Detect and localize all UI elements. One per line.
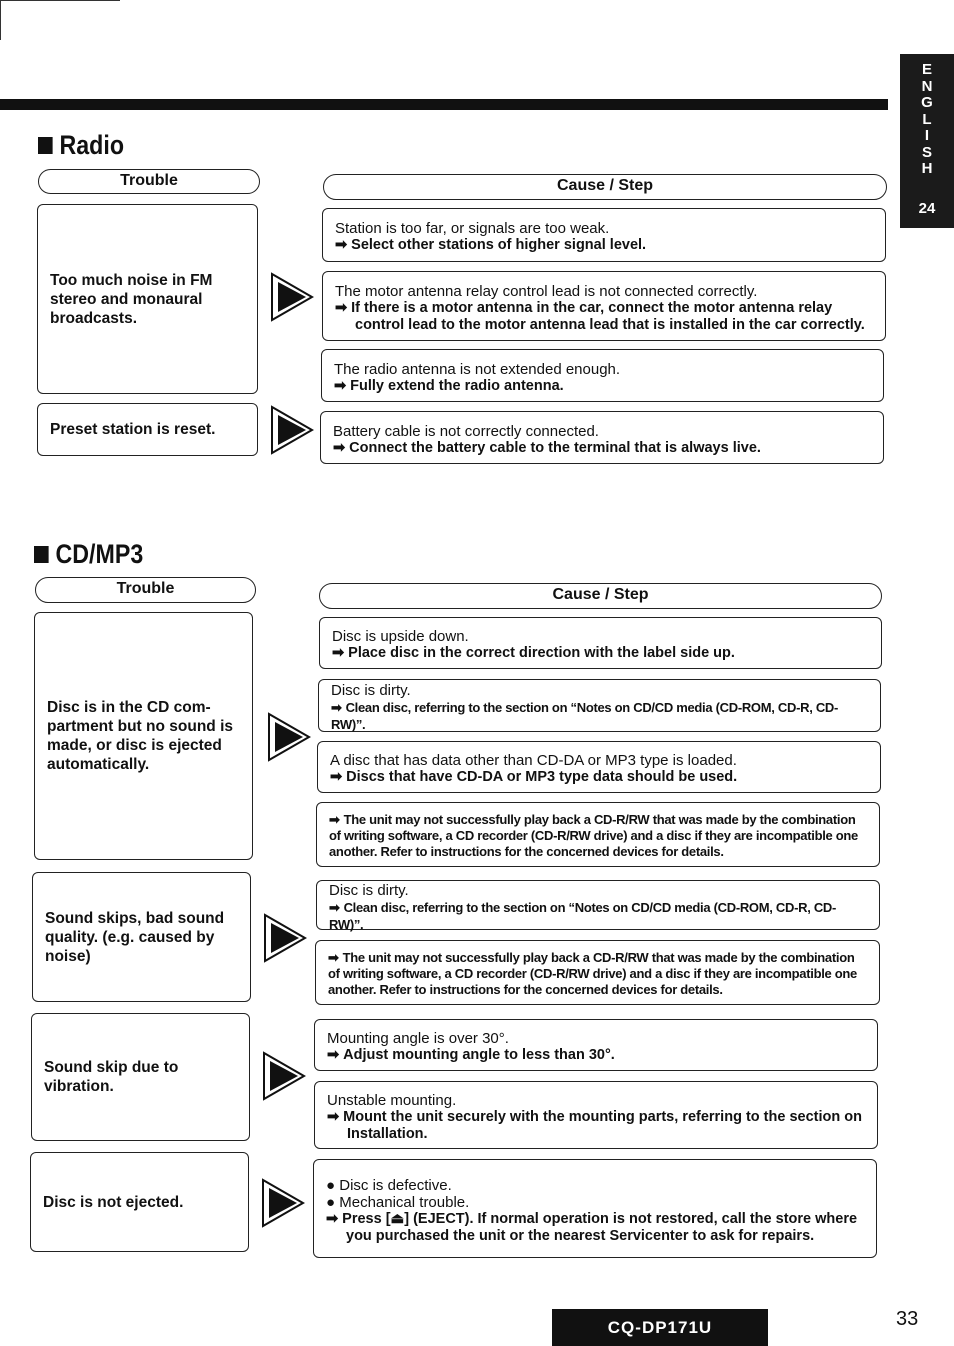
trouble-text: Sound skip due to vibration.	[44, 1059, 179, 1095]
cdmp3-trouble-4	[30, 1152, 249, 1252]
model-badge: CQ-DP171U	[552, 1309, 768, 1346]
radio-title-text: Radio	[59, 130, 125, 160]
step-text: Place disc in the correct direction with the label side up.	[348, 645, 735, 661]
trouble-text: Disc is in the CD com-partment but no sound is made, or disc is ejected automatically.	[47, 699, 233, 773]
step-text: The unit may not successfully play back a CD-R/RW that was made by the combination of writing software, a CD recorder (CD-R/RW drive) and a disc if they are incompatible one another. Refer to instructions for the concerned devices for details.	[328, 949, 857, 997]
cdmp3-cause-6	[315, 940, 880, 1005]
arrow-step-icon: ➡	[334, 377, 347, 394]
arrow-right-icon	[267, 712, 311, 762]
cdmp3-cause-4	[316, 802, 880, 867]
radio-cause-1	[322, 208, 886, 262]
step-text: Connect the battery cable to the terminal that is always live.	[349, 439, 761, 456]
radio-cause-2	[322, 271, 886, 341]
step-text: Adjust mounting angle to less than 30°.	[343, 1047, 615, 1063]
cause-text: The motor antenna relay control lead is not connected correctly.	[335, 282, 758, 300]
radio-trouble-1	[37, 204, 258, 394]
cause-text: Disc is dirty.	[329, 881, 409, 899]
cause-text: Disc is upside down.	[332, 628, 469, 645]
arrow-step-icon: ➡	[332, 645, 345, 661]
cdmp3-trouble-1	[34, 612, 253, 860]
arrow-step-icon: ➡	[329, 811, 340, 827]
trouble-text: Preset station is reset.	[50, 421, 216, 438]
bullet-dot-icon: ●	[326, 1193, 340, 1211]
arrow-right-icon	[262, 1051, 306, 1101]
bullet-dot-icon: ●	[326, 1176, 340, 1194]
section-number: 24	[918, 200, 936, 217]
bullet-square-icon	[38, 137, 53, 154]
arrow-step-icon: ➡	[328, 949, 339, 965]
cause-text: Disc is dirty.	[331, 682, 411, 699]
arrow-step-icon: ➡	[335, 299, 348, 316]
radio-section-title	[38, 130, 124, 160]
arrow-step-icon: ➡	[329, 899, 340, 915]
cdmp3-trouble-2	[32, 872, 251, 1002]
cause-text: A disc that has data other than CD-DA or MP3 type is loaded.	[330, 752, 737, 769]
cdmp3-cause-3	[317, 741, 881, 793]
header-rule	[0, 99, 888, 110]
cause-text: Unstable mounting.	[327, 1091, 457, 1109]
cause-text: Battery cable is not correctly connected.	[333, 422, 599, 440]
bullet-square-icon	[34, 546, 49, 563]
cdmp3-cause-1	[319, 617, 882, 669]
cdmp3-section-title	[34, 539, 143, 569]
arrow-step-icon: ➡	[326, 1210, 339, 1227]
language-label: E N G L I S H	[921, 61, 933, 177]
step-text: Clean disc, referring to the section on “Notes on CD/CD media (CD-ROM, CD-R, CD-RW)”.	[331, 700, 839, 732]
radio-cause-3	[321, 349, 884, 402]
step-text: Select other stations of higher signal level.	[351, 237, 647, 253]
arrow-right-icon	[270, 272, 314, 322]
cdmp3-cause-9	[313, 1159, 877, 1258]
cause-text: Station is too far, or signals are too weak.	[335, 220, 610, 237]
cause-text: Mounting angle is over 30°.	[327, 1030, 509, 1047]
step-text: Mount the unit securely with the mounting parts, referring to the section on Installation.	[343, 1108, 862, 1142]
trouble-text: Sound skips, bad sound quality. (e.g. caused by noise)	[45, 909, 225, 965]
cdmp3-cause-7	[314, 1019, 878, 1071]
step-text: Fully extend the radio antenna.	[350, 377, 564, 394]
cause-text: Disc is defective.	[339, 1176, 452, 1194]
arrow-right-icon	[261, 1178, 305, 1228]
language-tab	[900, 54, 954, 228]
cdmp3-cause-8	[314, 1081, 878, 1149]
arrow-step-icon: ➡	[331, 700, 342, 715]
arrow-step-icon: ➡	[333, 439, 346, 456]
arrow-right-icon	[263, 913, 307, 963]
radio-trouble-header: Trouble	[38, 169, 260, 194]
radio-trouble-2	[37, 403, 258, 456]
radio-cause-4	[320, 411, 884, 464]
cdmp3-trouble-3	[31, 1013, 250, 1141]
corner-line-left	[0, 0, 1, 40]
arrow-step-icon: ➡	[327, 1108, 340, 1125]
cdmp3-title-text: CD/MP3	[55, 539, 144, 569]
step-text: Press [⏏] (EJECT). If normal operation is not restored, call the store where you purchased the unit or the nearest Servicenter to ask for repairs.	[342, 1210, 858, 1244]
step-text: The unit may not successfully play back a CD-R/RW that was made by the combination of writing software, a CD recorder (CD-R/RW drive) and a disc if they are incompatible one another. Refer to instructions for the concerned devices for details.	[329, 811, 858, 859]
step-text: Clean disc, referring to the section on “Notes on CD/CD media (CD-ROM, CD-R, CD-RW)”.	[329, 899, 837, 932]
cause-text: Mechanical trouble.	[339, 1193, 470, 1211]
arrow-right-icon	[270, 405, 314, 455]
arrow-step-icon: ➡	[335, 237, 348, 253]
page-number: 33	[896, 1308, 919, 1330]
cdmp3-trouble-header: Trouble	[35, 577, 256, 603]
cdmp3-cause-2	[318, 679, 881, 732]
arrow-step-icon: ➡	[327, 1047, 340, 1063]
corner-line-top	[0, 0, 120, 1]
cdmp3-cause-header: Cause / Step	[319, 583, 882, 609]
cdmp3-cause-5	[316, 880, 880, 930]
step-text: If there is a motor antenna in the car, connect the motor antenna relay control lead to the motor antenna lead that is installed in the car correctly.	[351, 299, 865, 333]
radio-cause-header: Cause / Step	[323, 174, 887, 200]
arrow-step-icon: ➡	[330, 769, 343, 785]
step-text: Discs that have CD-DA or MP3 type data should be used.	[346, 769, 738, 785]
trouble-text: Disc is not ejected.	[43, 1193, 184, 1211]
cause-text: The radio antenna is not extended enough.	[334, 360, 621, 378]
trouble-text: Too much noise in FM stereo and monaural broadcasts.	[50, 271, 213, 327]
